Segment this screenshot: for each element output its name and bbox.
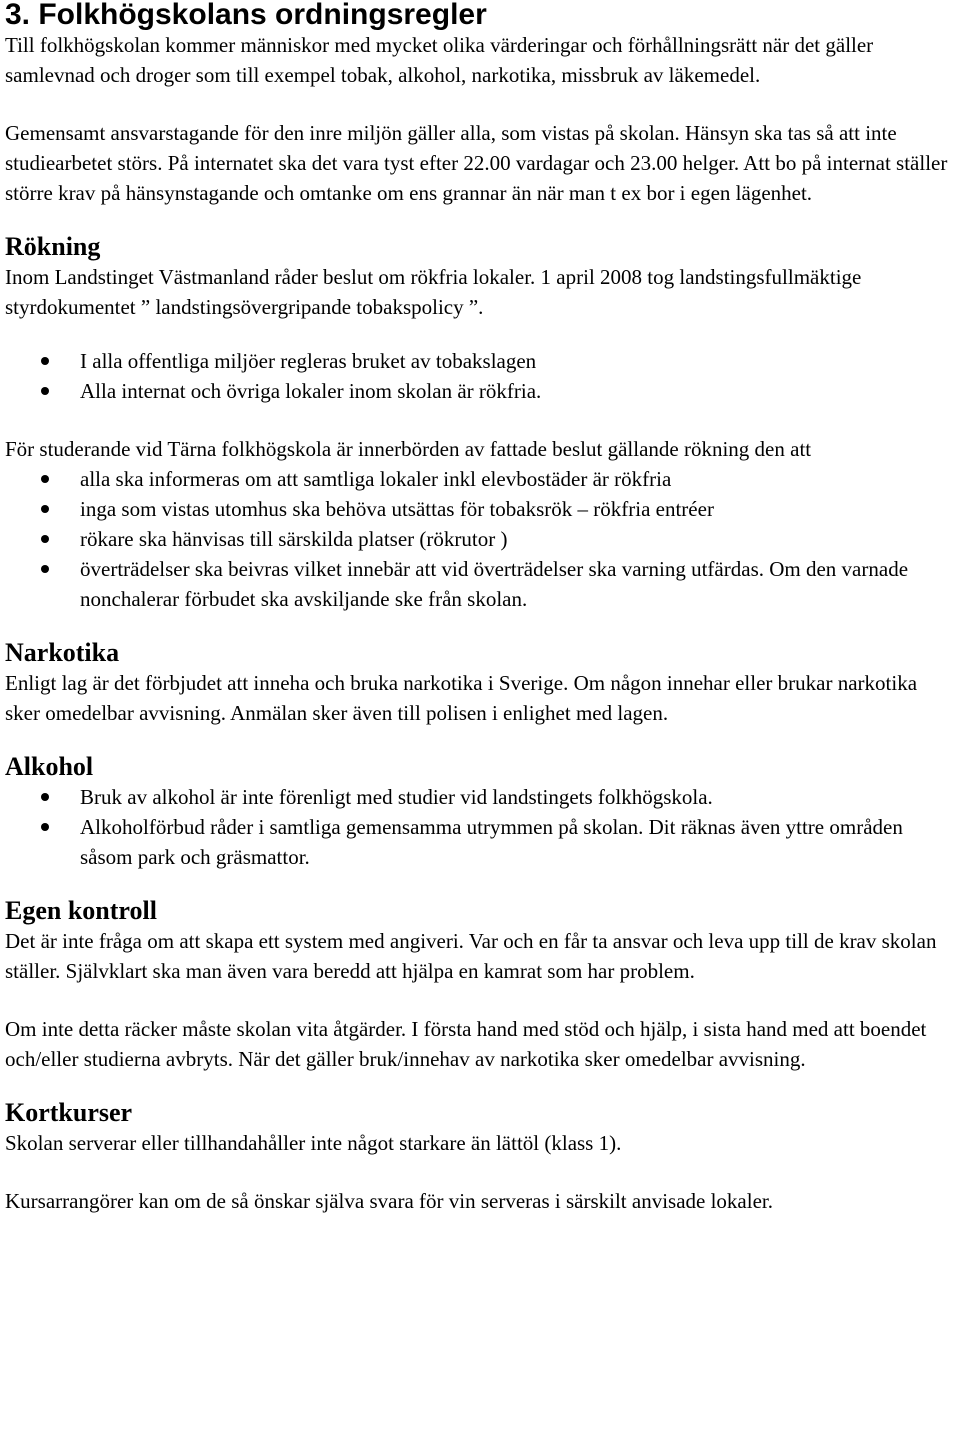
egen-kontroll-paragraph-1: Det är inte fråga om att skapa ett system med angiveri. Var och en får ta ansvar och leva upp till de krav skolan ställer. Självklart ska man även vara beredd att hjälpa en kamrat som har problem. — [5, 929, 937, 983]
rokning-bullet-list-2 — [5, 464, 957, 614]
section-heading-kortkurser: Kortkurser — [5, 1098, 133, 1127]
list-item: I alla offentliga miljöer regleras bruket av tobakslagen — [5, 346, 957, 376]
page-title: 3. Folkhögskolans ordningsregler — [5, 0, 487, 31]
document-page — [5, 0, 957, 1216]
list-item: Alla internat och övriga lokaler inom skolan är rökfria. — [5, 376, 957, 406]
rokning-paragraph: Inom Landstinget Västmanland råder beslut om rökfria lokaler. 1 april 2008 tog landstingsfullmäktige styrdokumentet ” landstingsövergripande tobakspolicy ”. — [5, 265, 862, 319]
section-heading-narkotika: Narkotika — [5, 638, 120, 667]
section-heading-rokning: Rökning — [5, 232, 101, 261]
list-item: alla ska informeras om att samtliga lokaler inkl elevbostäder är rökfria — [5, 464, 957, 494]
intro-paragraph-1: Till folkhögskolan kommer människor med mycket olika värderingar och förhållningsrätt när det gäller samlevnad och droger som till exempel tobak, alkohol, narkotika, missbruk av läkemedel. — [5, 33, 874, 87]
list-item: Alkoholförbud råder i samtliga gemensamma utrymmen på skolan. Dit räknas även yttre områden såsom park och gräsmattor. — [5, 812, 957, 872]
intro-paragraph-2: Gemensamt ansvarstagande för den inre miljön gäller alla, som vistas på skolan. Hänsyn ska tas så att inte studiearbetet störs. På internatet ska det vara tyst efter 22.00 vardagar och 23.00 helger. Att bo på internat ställer större krav på hänsynstagande och omtanke om ens grannar än när man t ex bor i egen lägenhet. — [5, 121, 948, 205]
rokning-bullet-list-1 — [5, 346, 957, 406]
bullet-icon — [41, 535, 49, 543]
alkohol-bullet-list — [5, 782, 957, 872]
kortkurser-paragraph-1: Skolan serverar eller tillhandahåller inte något starkare än lättöl (klass 1). — [5, 1131, 622, 1155]
bullet-icon — [41, 475, 49, 483]
bullet-icon — [41, 387, 49, 395]
list-item: rökare ska hänvisas till särskilda platser (rökrutor ) — [5, 524, 957, 554]
list-item: överträdelser ska beivras vilket innebär att vid överträdelser ska varning utfärdas. Om den varnade nonchalerar förbudet ska avskiljande ske från skolan. — [5, 554, 957, 614]
rokning-paragraph-2: För studerande vid Tärna folkhögskola är innerbörden av fattade beslut gällande rökning den att — [5, 437, 812, 461]
list-item: Bruk av alkohol är inte förenligt med studier vid landstingets folkhögskola. — [5, 782, 957, 812]
list-item: inga som vistas utomhus ska behöva utsättas för tobaksrök – rökfria entréer — [5, 494, 957, 524]
section-heading-egen-kontroll: Egen kontroll — [5, 896, 157, 925]
bullet-icon — [41, 505, 49, 513]
bullet-icon — [41, 793, 49, 801]
section-heading-alkohol: Alkohol — [5, 752, 94, 781]
bullet-icon — [41, 565, 49, 573]
bullet-icon — [41, 823, 49, 831]
bullet-icon — [41, 357, 49, 365]
egen-kontroll-paragraph-2: Om inte detta räcker måste skolan vita åtgärder. I första hand med stöd och hjälp, i sista hand med att boendet och/eller studierna avbryts. När det gäller bruk/innehav av narkotika sker omedelbar avvisning. — [5, 1017, 927, 1071]
narkotika-paragraph: Enligt lag är det förbjudet att inneha och bruka narkotika i Sverige. Om någon innehar eller brukar narkotika sker omedelbar avvisning. Anmälan sker även till polisen i enlighet med lagen. — [5, 671, 918, 725]
kortkurser-paragraph-2: Kursarrangörer kan om de så önskar själva svara för vin serveras i särskilt anvisade lokaler. — [5, 1189, 773, 1213]
